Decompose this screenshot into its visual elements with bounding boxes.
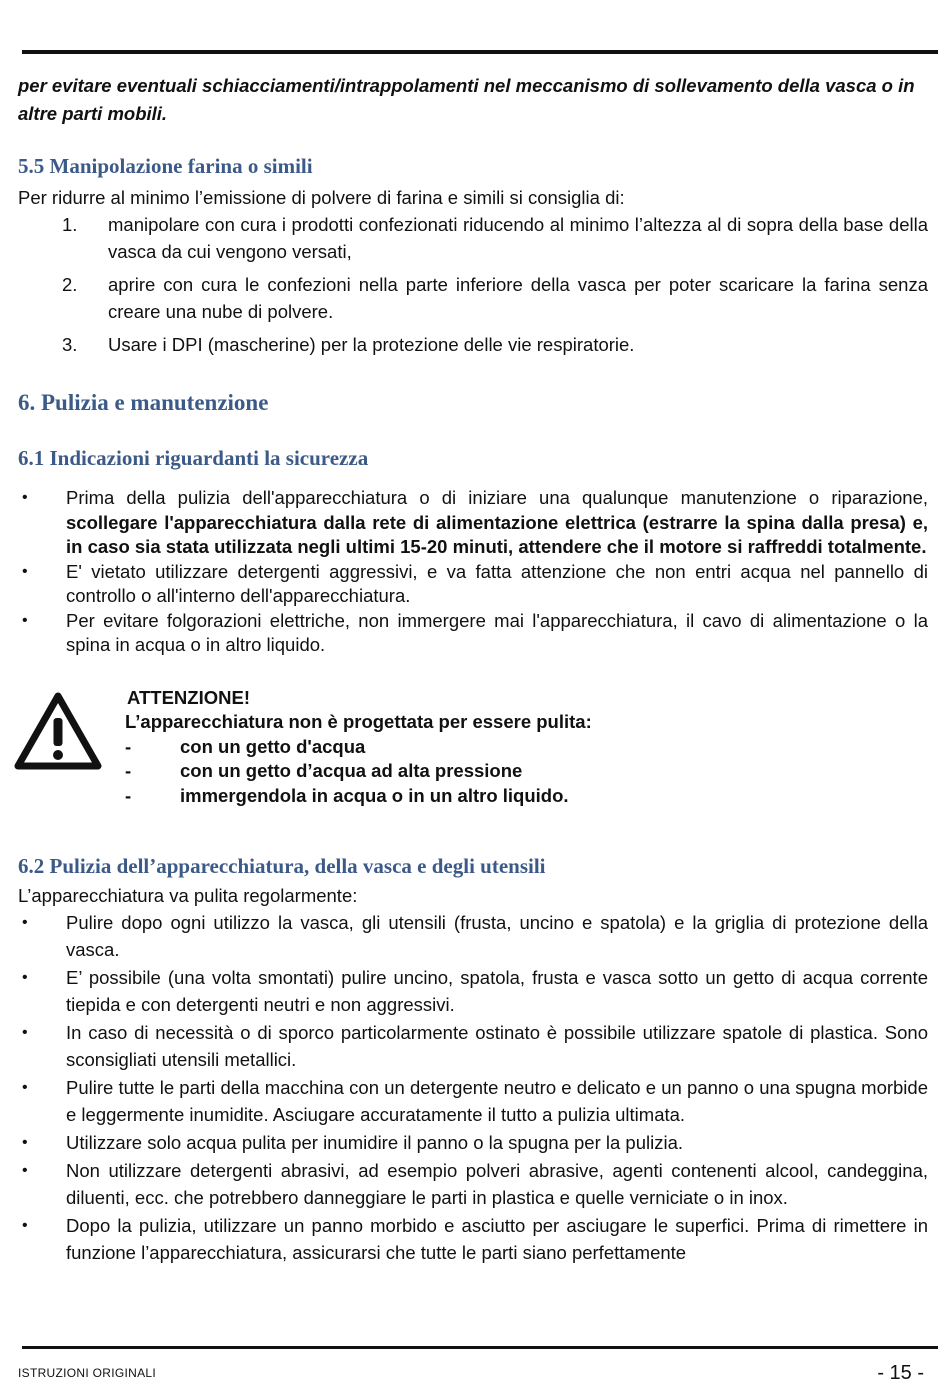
list-text: manipolare con cura i prodotti confezionati riducendo al minimo l’altezza al di sopra della base della vasca da cui vengono versati, (108, 214, 928, 262)
list-text: E’ possibile (una volta smontati) pulire uncino, spatola, frusta e vasca sotto un getto di acqua corrente tiepida e con detergenti neutri e non aggressivi. (66, 966, 928, 1015)
header-rule (22, 50, 938, 54)
list-item (18, 560, 928, 609)
section-6-2-list (18, 909, 928, 1266)
list-item (18, 1074, 928, 1128)
warning-lead: L’apparecchiatura non è progettata per essere pulita: (125, 711, 592, 732)
list-item (18, 331, 928, 358)
section-6-2-title: 6.2 Pulizia dell’apparecchiatura, della vasca e degli utensili (18, 853, 546, 878)
section-6-1-title: 6.1 Indicazioni riguardanti la sicurezza (18, 446, 369, 470)
intro-warning-text: per evitare eventuali schiacciamenti/intrappolamenti nel meccanismo di sollevamento della vasca o in altre parti mobili. (18, 75, 915, 124)
warning-item-text: immergendola in acqua o in un altro liquido. (180, 784, 569, 806)
list-item (18, 1157, 928, 1211)
list-number: 1. (62, 214, 78, 235)
list-number: 3. (62, 334, 78, 355)
list-text: Pulire tutte le parti della macchina con un detergente neutro e delicato e un panno o una spugna morbide e leggermente inumidite. Asciugare accuratamente il tutto a pulizia ultimata. (66, 1076, 928, 1125)
warning-item (125, 735, 592, 760)
footer-label: ISTRUZIONI ORIGINALI (18, 1366, 157, 1380)
warning-triangle-icon (14, 692, 102, 772)
list-text: Non utilizzare detergenti abrasivi, ad esempio polveri abrasive, agenti contenenti alcool, candeggina, diluenti, ecc. che potrebbero danneggiare le parti in plastica e quelle verniciate o in inox. (66, 1159, 928, 1208)
warning-title: ATTENZIONE! (127, 686, 250, 708)
list-item (18, 486, 928, 560)
bullet-icon: • (22, 562, 28, 580)
page-content (18, 72, 928, 1267)
bullet-icon: • (22, 968, 28, 986)
warning-box (18, 686, 928, 806)
list-item (18, 909, 928, 963)
section-5-5-title: 5.5 Manipolazione farina o simili (18, 154, 313, 178)
bullet-icon: • (22, 1023, 28, 1041)
chapter-6-title: 6. Pulizia e manutenzione (18, 390, 269, 415)
warning-item (125, 759, 592, 784)
warning-item-text: con un getto d’acqua ad alta pressione (180, 760, 523, 781)
bullet-icon: • (22, 1133, 28, 1151)
warning-text (125, 686, 592, 809)
warning-item (125, 784, 592, 809)
list-text: Dopo la pulizia, utilizzare un panno morbido e asciutto per asciugare le superfici. Prima di rimettere in funzione l’apparecchiatura, assicurarsi che tutte le parti siano perfettamente (66, 1214, 928, 1263)
list-number: 2. (62, 274, 78, 295)
section-6-2-lead: L’apparecchiatura va pulita regolarmente: (18, 884, 358, 906)
section-5-5-lead: Per ridurre al minimo l’emissione di polvere di farina e simili si consiglia di: (18, 187, 625, 208)
bullet-icon: • (22, 913, 28, 931)
list-text: Per evitare folgorazioni elettriche, non immergere mai l'apparecchiatura, il cavo di alimentazione o la spina in acqua o in altro liquido. (66, 609, 928, 655)
list-item (18, 609, 928, 658)
section-5-5-list (18, 211, 928, 358)
bullet-icon: • (22, 1216, 28, 1234)
list-text-bold: scollegare l'apparecchiatura dalla rete di alimentazione elettrica (estrarre la spina dalla presa) e, in caso sia stata utilizzata negli ultimi 15-20 minuti, attendere che il motore si raffreddi totalmente. (66, 511, 928, 557)
bullet-icon: • (22, 611, 28, 629)
list-text: Pulire dopo ogni utilizzo la vasca, gli utensili (frusta, uncino e spatola) e la griglia di protezione della vasca. (66, 911, 928, 960)
list-text: aprire con cura le confezioni nella parte inferiore della vasca per poter scaricare la farina senza creare una nube di polvere. (108, 274, 928, 322)
list-item (18, 1019, 928, 1073)
list-item (18, 271, 928, 325)
list-item (18, 1212, 928, 1266)
section-6-1-list (18, 486, 928, 658)
list-item (18, 964, 928, 1018)
dash-marker: - (125, 760, 132, 781)
bullet-icon: • (22, 1078, 28, 1096)
dash-marker: - (125, 784, 132, 806)
footer-rule (22, 1346, 938, 1349)
list-item (18, 1129, 928, 1156)
list-text: Usare i DPI (mascherine) per la protezione delle vie respiratorie. (108, 334, 635, 355)
bullet-icon: • (22, 489, 28, 506)
page-number: - 15 - (877, 1362, 924, 1384)
dash-marker: - (125, 735, 132, 757)
list-item (18, 211, 928, 265)
list-text: E' vietato utilizzare detergenti aggressivi, e va fatta attenzione che non entri acqua nel pannello di controllo o all'interno dell'apparecchiatura. (66, 560, 928, 606)
warning-item-text: con un getto d'acqua (180, 735, 366, 757)
list-text: In caso di necessità o di sporco particolarmente ostinato è possibile utilizzare spatole di plastica. Sono sconsigliati utensili metallici. (66, 1021, 928, 1070)
list-text: Prima della pulizia dell'apparecchiatura o di iniziare una qualunque manutenzione o riparazione, (66, 487, 928, 508)
bullet-icon: • (22, 1161, 28, 1179)
list-text: Utilizzare solo acqua pulita per inumidire il panno o la spugna per la pulizia. (66, 1131, 684, 1153)
